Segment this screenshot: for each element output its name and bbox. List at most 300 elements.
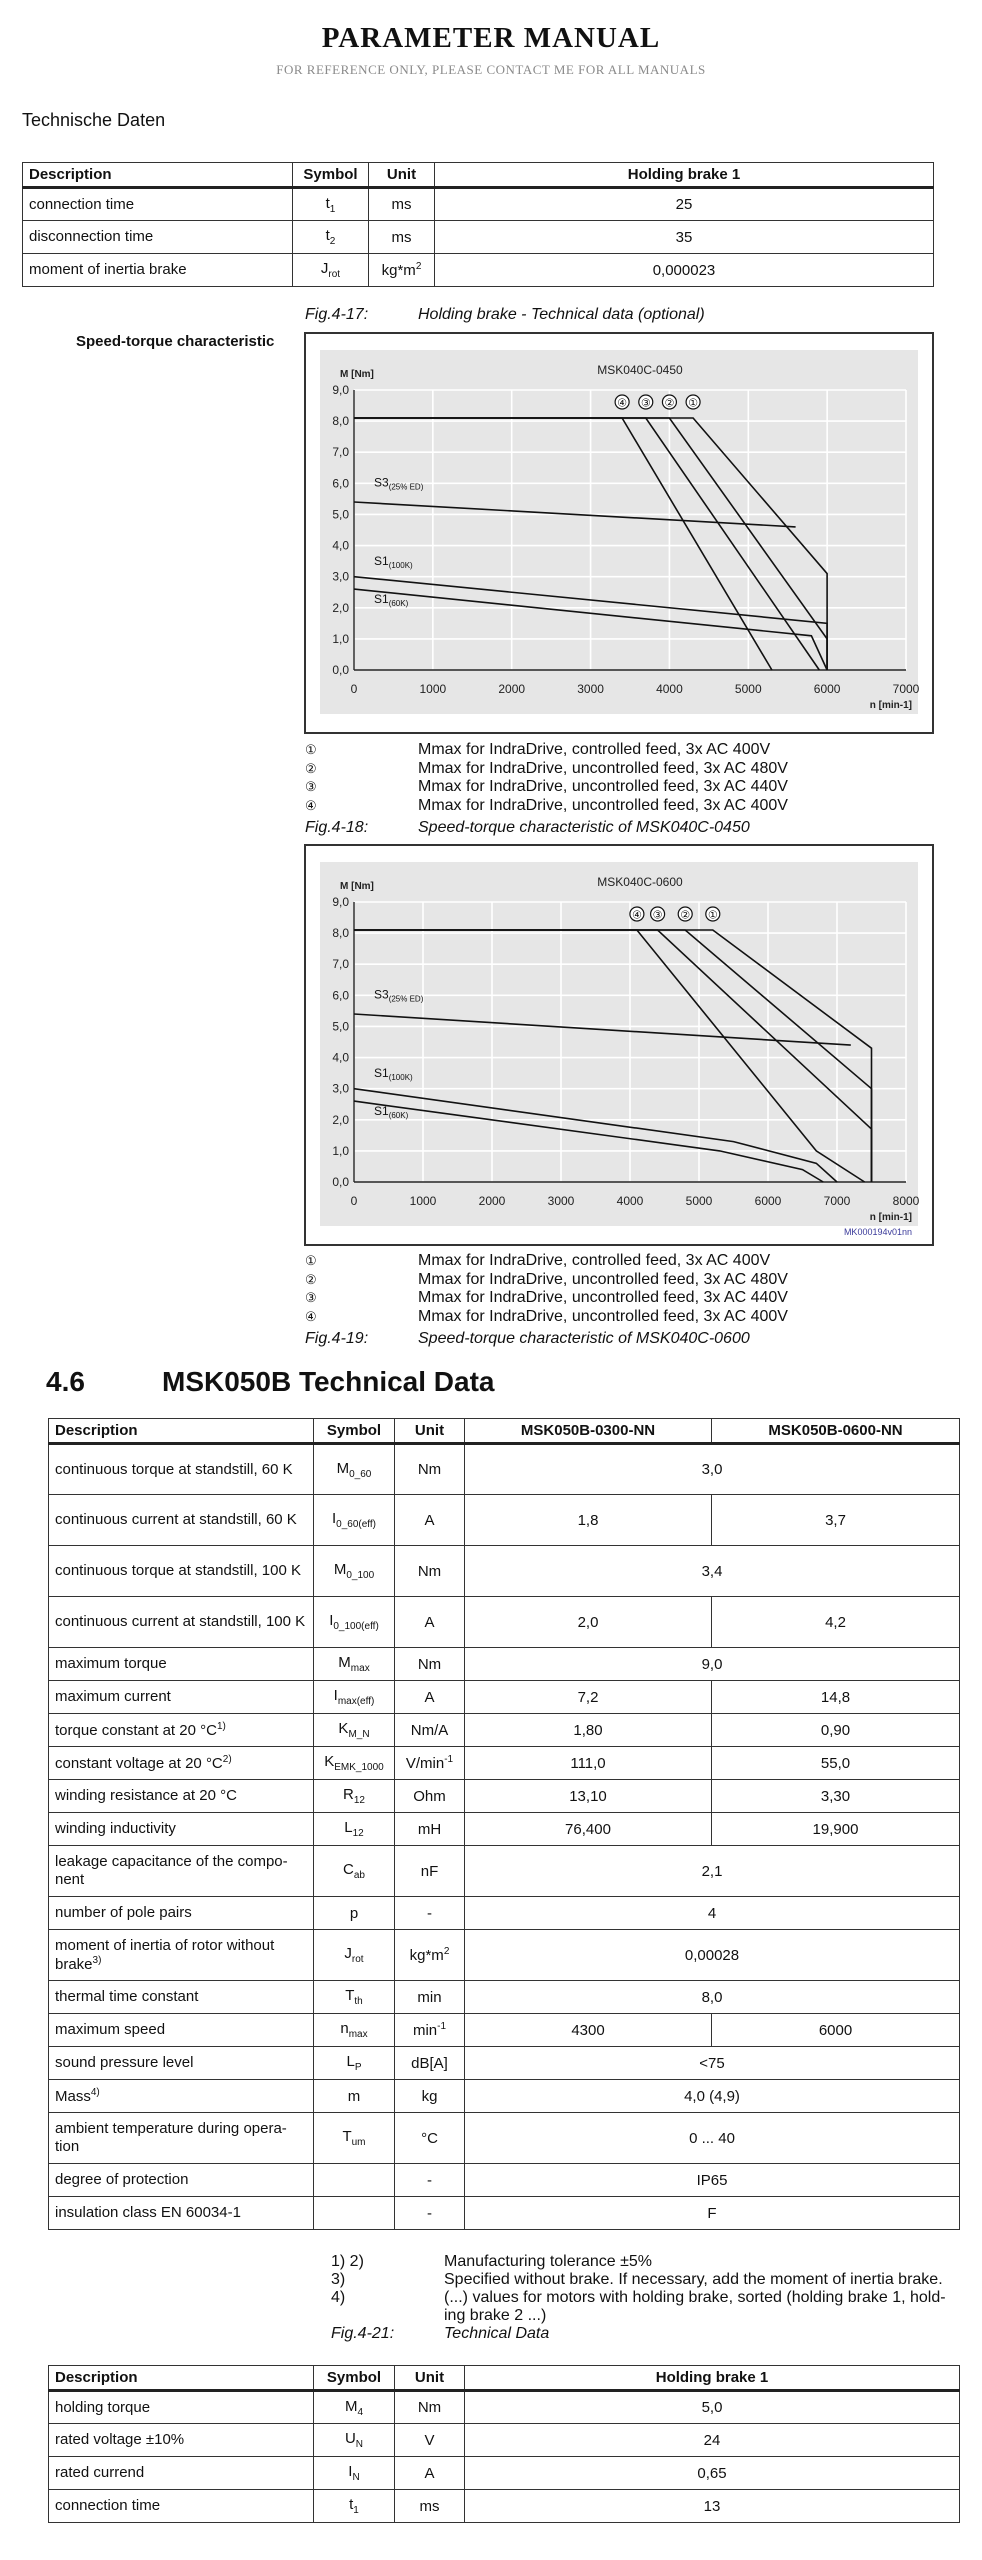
description-text: sound pressure level: [55, 2054, 194, 2071]
symbol-main: I: [329, 1612, 334, 1629]
curve-label-main: S1: [374, 1065, 389, 1080]
row-unit: [395, 1747, 465, 1780]
x-tick-label: 2000: [498, 682, 526, 696]
unit-main: Ohm: [413, 1787, 446, 1805]
curve-label-sub: (100K): [388, 560, 413, 570]
curve-marker: ④: [617, 396, 628, 410]
row-symbol: [314, 1546, 395, 1597]
description-text: leakage capacitance of the compo-nent: [55, 1853, 288, 1888]
table-row: [49, 1444, 960, 1495]
unit-main: nF: [420, 1862, 439, 1880]
unit-main: V/min: [405, 1755, 445, 1772]
header-symbol: Symbol: [314, 2366, 395, 2391]
curve-marker: ②: [664, 396, 675, 410]
unit-main: -: [427, 1904, 432, 1922]
description-text: maximum speed: [55, 2021, 166, 2038]
holding-brake-table-2: [48, 2365, 960, 2523]
legend-item: [305, 760, 788, 779]
y-tick-label: 5,0: [332, 507, 349, 522]
description-text: thermal time constant: [55, 1988, 199, 2005]
row-value-both: 0,00028: [465, 1930, 960, 1981]
row-unit: [395, 2047, 465, 2080]
symbol-subscript: 1: [329, 203, 336, 215]
row-symbol: [314, 1747, 395, 1780]
legend-item: [305, 778, 788, 797]
row-description: [49, 1981, 314, 2014]
row-description: [49, 2080, 314, 2113]
x-tick-label: 0: [350, 682, 358, 696]
row-description: [49, 1546, 314, 1597]
y-tick-label: 2,0: [332, 600, 349, 615]
row-unit: [395, 2014, 465, 2047]
symbol-main: L: [344, 1819, 353, 1836]
row-value-both: 2,1: [465, 1846, 960, 1897]
row-description: [49, 1747, 314, 1780]
legend-marker: ②: [305, 1271, 317, 1287]
symbol-subscript: P: [354, 2062, 362, 2073]
row-description: connection time: [49, 2490, 314, 2523]
symbol-subscript: N: [352, 2472, 360, 2483]
row-symbol: [314, 2014, 395, 2047]
legend-item: [305, 797, 788, 816]
row-unit: [395, 1930, 465, 1981]
symbol-main: M: [336, 1459, 350, 1477]
row-value-0300: 76,400: [465, 1813, 712, 1846]
figure-text: Holding brake - Technical data (optional): [418, 306, 705, 323]
figure-text: Speed-torque characteristic of MSK040C-0600: [418, 1330, 750, 1347]
header-unit: Unit: [395, 1419, 465, 1444]
row-description: rated voltage ±10%: [49, 2424, 314, 2457]
row-unit: [395, 1681, 465, 1714]
row-value-both: 3,0: [465, 1444, 960, 1495]
row-symbol: [314, 1813, 395, 1846]
footnote-key: 3): [331, 2271, 346, 2288]
unit-main: kg: [421, 2087, 438, 2105]
legend-item: [305, 1289, 788, 1308]
symbol-main: T: [345, 1987, 355, 2004]
row-unit: [395, 2113, 465, 2164]
table-row: [49, 2457, 960, 2490]
description-text: continuous torque at standstill, 60 K: [55, 1460, 293, 1478]
x-tick-label: 2000: [478, 1194, 506, 1208]
unit-main: °C: [421, 2129, 438, 2147]
row-unit: [395, 1780, 465, 1813]
figure-caption-4-21: [331, 2325, 549, 2343]
symbol-main: K: [338, 1720, 349, 1737]
row-description: [49, 1714, 314, 1747]
row-symbol: [314, 2164, 395, 2197]
symbol-main: K: [324, 1753, 335, 1770]
row-description: [49, 1681, 314, 1714]
table-row: [49, 2047, 960, 2080]
unit-superscript: 2: [443, 1946, 450, 1957]
row-unit: [395, 1597, 465, 1648]
legend-text: Mmax for IndraDrive, uncontrolled feed, 3x AC 400V: [418, 796, 788, 814]
y-tick-label: 3,0: [332, 569, 349, 584]
row-symbol: [314, 1597, 395, 1648]
table-header-row: [49, 2366, 960, 2391]
symbol-subscript: 2: [329, 236, 336, 247]
symbol-subscript: 0_60(eff): [336, 1519, 376, 1530]
footnote-ref: 1): [216, 1720, 226, 1732]
unit-main: Nm: [417, 1461, 442, 1478]
row-value-0600: 6000: [712, 2014, 960, 2047]
header-description: Description: [49, 2366, 314, 2391]
unit-main: -: [427, 2171, 432, 2189]
curve-marker: ②: [680, 908, 691, 922]
x-tick-label: 7000: [892, 682, 920, 696]
table-row: [49, 2080, 960, 2113]
table-row: [49, 1981, 960, 2014]
row-unit: [395, 2457, 465, 2490]
row-description: [49, 1597, 314, 1648]
row-description: rated currend: [49, 2457, 314, 2490]
x-tick-label: 7000: [823, 1194, 851, 1208]
footnote-text: Manufacturing tolerance ±5%: [444, 2253, 653, 2270]
row-symbol: [314, 1714, 395, 1747]
symbol-main: t: [325, 227, 330, 244]
footnote-ref: 2): [222, 1753, 232, 1765]
description-text: ambient temperature during opera-tion: [55, 2120, 287, 2155]
header-symbol: Symbol: [314, 1419, 395, 1444]
symbol-main: t: [349, 2496, 354, 2513]
row-unit: [395, 2391, 465, 2424]
symbol-main: M: [338, 1654, 351, 1671]
row-description: moment of inertia brake: [23, 254, 293, 287]
chart-msk040c-0450: [304, 332, 934, 734]
legend-text: Mmax for IndraDrive, uncontrolled feed, 3x AC 440V: [418, 778, 788, 795]
footnote-text: (...) values for motors with holding brake, sorted (holding brake 1, hold-ing brake 2 ...): [444, 2289, 946, 2324]
row-description: [49, 1897, 314, 1930]
table-row: [23, 254, 934, 287]
y-tick-label: 6,0: [332, 988, 349, 1003]
table-row: [49, 1495, 960, 1546]
row-value: 24: [465, 2424, 960, 2457]
unit-main: dB[A]: [411, 2054, 448, 2072]
header-description: Description: [23, 163, 293, 188]
description-text: constant voltage at 20 °C: [55, 1754, 223, 1772]
unit-main: V: [424, 2431, 435, 2449]
symbol-subscript: EMK_1000: [334, 1762, 384, 1773]
footnote: [331, 2253, 961, 2271]
footnote-ref: 3): [92, 1954, 102, 1966]
curve-marker: ③: [652, 908, 663, 922]
legend-marker: ④: [305, 1308, 317, 1324]
row-description: [49, 2113, 314, 2164]
y-tick-label: 8,0: [332, 926, 349, 941]
row-unit: [395, 1846, 465, 1897]
unit-main: ms: [391, 228, 412, 246]
symbol-subscript: ab: [353, 1870, 365, 1881]
legend-text: Mmax for IndraDrive, controlled feed, 3x AC 400V: [418, 1252, 771, 1269]
symbol-main: M: [333, 1561, 347, 1578]
unit-main: A: [424, 1688, 435, 1706]
row-description: holding torque: [49, 2391, 314, 2424]
row-symbol: [314, 1930, 395, 1981]
chart-svg: [306, 846, 932, 1244]
row-symbol: [293, 254, 369, 287]
legend-item: [305, 1271, 788, 1290]
header-msk050b-0600: MSK050B-0600-NN: [712, 1419, 960, 1444]
row-unit: [395, 2164, 465, 2197]
symbol-subscript: rot: [351, 1954, 364, 1965]
x-tick-label: 4000: [656, 682, 683, 696]
header-unit: Unit: [395, 2366, 465, 2391]
row-value-both: 9,0: [465, 1648, 960, 1681]
row-description: connection time: [23, 188, 293, 221]
y-tick-label: 6,0: [332, 476, 349, 491]
curve-label-sub: (25% ED): [388, 482, 424, 492]
section-heading-technische-daten: Technische Daten: [22, 110, 166, 130]
row-unit: [395, 1981, 465, 2014]
legend-marker: ①: [305, 1253, 317, 1268]
legend-item: [305, 1252, 788, 1271]
row-value-0600: 3,30: [712, 1780, 960, 1813]
x-tick-label: 0: [350, 1194, 358, 1208]
row-symbol: [314, 1444, 395, 1495]
table-header-row: [49, 1419, 960, 1444]
y-tick-label: 9,0: [332, 895, 349, 909]
legend-text: Mmax for IndraDrive, uncontrolled feed, 3x AC 400V: [418, 1307, 788, 1325]
row-description: disconnection time: [23, 221, 293, 254]
y-tick-label: 4,0: [332, 1050, 349, 1065]
row-symbol: [314, 2197, 395, 2230]
y-tick-label: 7,0: [332, 445, 349, 460]
table-row: [23, 221, 934, 254]
x-tick-label: 4000: [616, 1194, 644, 1208]
row-symbol: [314, 1648, 395, 1681]
row-value-0600: 4,2: [712, 1597, 960, 1648]
figure-number: Fig.4-21:: [331, 2325, 395, 2342]
symbol-subscript: 0_100: [346, 1570, 375, 1581]
row-description: [49, 1648, 314, 1681]
figure-number: Fig.4-18:: [305, 819, 369, 836]
y-tick-label: 4,0: [332, 538, 349, 553]
legend-marker: ①: [305, 742, 317, 757]
description-text: insulation class EN 60034-1: [55, 2204, 241, 2221]
description-text: maximum torque: [55, 1655, 167, 1672]
header-unit: Unit: [369, 163, 435, 188]
row-symbol: [314, 2113, 395, 2164]
symbol-main: t: [325, 194, 330, 212]
row-unit: [395, 2197, 465, 2230]
figure-caption-4-17: [305, 306, 705, 324]
header-description: Description: [49, 1419, 314, 1444]
footnote-ref: 4): [90, 2086, 100, 2098]
row-value-both: 8,0: [465, 1981, 960, 2014]
y-axis-label: M [Nm]: [340, 369, 374, 380]
msk050b-technical-data-table: [48, 1418, 960, 2230]
row-unit: [395, 2490, 465, 2523]
row-unit: [369, 221, 435, 254]
curve-label-main: S3: [374, 475, 389, 490]
table-row: [49, 1648, 960, 1681]
row-symbol: [314, 1495, 395, 1546]
curve-label-sub: (60K): [388, 1111, 409, 1121]
row-symbol: [314, 2424, 395, 2457]
page-subtitle: FOR REFERENCE ONLY, PLEASE CONTACT ME FOR ALL MANUALS: [276, 62, 706, 77]
table-row: [49, 2424, 960, 2457]
row-value: 25: [435, 188, 934, 221]
row-value-0300: 4300: [465, 2014, 712, 2047]
row-symbol: [314, 2047, 395, 2080]
symbol-subscript: N: [355, 2439, 364, 2450]
row-symbol: [314, 2457, 395, 2490]
y-tick-label: 2,0: [332, 1112, 349, 1127]
y-tick-label: 8,0: [332, 414, 349, 429]
row-value-both: <75: [465, 2047, 960, 2080]
row-symbol: [314, 1897, 395, 1930]
row-description: [49, 1930, 314, 1981]
row-symbol: [314, 1681, 395, 1714]
symbol-main: L: [346, 2053, 355, 2070]
symbol-subscript: 12: [353, 1795, 365, 1806]
symbol-subscript: um: [351, 2137, 366, 2148]
row-unit: [395, 1813, 465, 1846]
legend-marker: ③: [305, 1290, 317, 1305]
row-unit: [369, 254, 435, 287]
curve-label-main: S1: [374, 592, 389, 607]
row-description: [49, 1444, 314, 1495]
row-symbol: [314, 2080, 395, 2113]
row-description: [49, 2047, 314, 2080]
curve-marker: ①: [688, 396, 699, 410]
row-value-0300: 7,2: [465, 1681, 712, 1714]
curve-marker: ④: [631, 908, 642, 922]
description-text: winding resistance at 20 °C: [55, 1787, 237, 1804]
y-tick-label: 0,0: [332, 663, 349, 677]
legend-item: [305, 741, 788, 760]
header-holding-brake-1: Holding brake 1: [435, 163, 934, 188]
table-row: [49, 1681, 960, 1714]
table-row: [49, 2197, 960, 2230]
table-header-row: [23, 163, 934, 188]
symbol-main: I: [348, 2463, 353, 2480]
header-msk050b-0300: MSK050B-0300-NN: [465, 1419, 712, 1444]
row-value-0600: 0,90: [712, 1714, 960, 1747]
row-value-0600: 3,7: [712, 1495, 960, 1546]
curve-label-sub: (25% ED): [388, 994, 424, 1004]
symbol-main: U: [344, 2430, 356, 2447]
row-unit: [395, 2424, 465, 2457]
row-unit: [395, 1714, 465, 1747]
x-axis-label: n [min-1]: [869, 1212, 912, 1223]
symbol-main: m: [347, 2087, 361, 2105]
symbol-subscript: rot: [328, 269, 341, 280]
description-text: degree of protection: [55, 2171, 189, 2188]
unit-main: ms: [391, 196, 412, 213]
unit-superscript: -1: [437, 2021, 447, 2032]
row-value-both: 4,0 (4,9): [465, 2080, 960, 2113]
section-number: 4.6: [46, 1366, 85, 1397]
row-symbol: [314, 1780, 395, 1813]
table-row: [49, 1897, 960, 1930]
unit-main: A: [424, 1511, 435, 1529]
symbol-subscript: max: [348, 2029, 368, 2040]
unit-main: kg*m: [381, 262, 416, 279]
row-description: [49, 1846, 314, 1897]
y-axis-label: M [Nm]: [340, 881, 374, 892]
curve-label-main: S3: [374, 987, 389, 1002]
footnote-key: 4): [331, 2289, 346, 2306]
unit-main: Nm: [417, 1562, 442, 1580]
table-row: [49, 1846, 960, 1897]
unit-main: mH: [417, 1820, 442, 1838]
y-tick-label: 3,0: [332, 1081, 349, 1096]
symbol-main: R: [343, 1786, 354, 1803]
row-unit: [395, 2080, 465, 2113]
table-row: [49, 2490, 960, 2523]
x-tick-label: 5000: [685, 1194, 713, 1208]
footnote: [331, 2271, 961, 2289]
row-symbol: [314, 2490, 395, 2523]
description-text: continuous current at standstill, 100 K: [55, 1613, 306, 1630]
unit-main: ms: [419, 2497, 440, 2515]
row-value: 13: [465, 2490, 960, 2523]
chart-legend-1: [305, 741, 788, 815]
row-description: [49, 2197, 314, 2230]
unit-main: kg*m: [409, 1947, 444, 1964]
x-tick-label: 3000: [547, 1194, 575, 1208]
y-tick-label: 0,0: [332, 1175, 349, 1189]
unit-main: A: [424, 2464, 435, 2482]
description-text: maximum current: [55, 1688, 171, 1705]
row-unit: [395, 1897, 465, 1930]
unit-main: -: [427, 2204, 432, 2222]
curve-label-sub: (100K): [388, 1072, 413, 1082]
table-row: [49, 1813, 960, 1846]
x-tick-label: 1000: [419, 682, 447, 696]
symbol-main: I: [331, 1510, 337, 1527]
row-description: [49, 1813, 314, 1846]
symbol-main: J: [344, 1945, 352, 1962]
x-tick-label: 6000: [754, 1194, 782, 1208]
symbol-subscript: 0_60: [349, 1468, 372, 1480]
symbol-main: J: [320, 260, 329, 277]
unit-main: Nm/A: [410, 1721, 449, 1739]
curve-marker: ①: [707, 908, 718, 922]
table-row: [49, 1747, 960, 1780]
row-value-0300: 1,80: [465, 1714, 712, 1747]
description-text: number of pole pairs: [55, 1904, 192, 1921]
legend-text: Mmax for IndraDrive, uncontrolled feed, 3x AC 440V: [418, 1289, 788, 1306]
legend-marker: ④: [305, 797, 317, 813]
symbol-subscript: 4: [357, 2406, 364, 2418]
description-text: continuous torque at standstill, 100 K: [55, 1562, 301, 1579]
symbol-subscript: 0_100(eff): [333, 1621, 379, 1632]
table-row: [49, 2014, 960, 2047]
figure-number: Fig.4-19:: [305, 1330, 369, 1347]
legend-marker: ②: [305, 760, 317, 776]
y-tick-label: 1,0: [332, 631, 349, 646]
footnotes: [331, 2253, 961, 2325]
footnote-text: Specified without brake. If necessary, add the moment of inertia brake.: [444, 2271, 943, 2288]
row-symbol: [293, 221, 369, 254]
chart-msk040c-0600: [304, 844, 934, 1246]
row-unit: [369, 188, 435, 221]
y-tick-label: 1,0: [332, 1143, 349, 1158]
row-symbol: [314, 2391, 395, 2424]
footnote: [331, 2289, 961, 2325]
figure-text: Technical Data: [444, 2325, 550, 2342]
x-axis-label: n [min-1]: [869, 700, 912, 711]
symbol-subscript: M_N: [348, 1729, 370, 1740]
figure-caption-4-19: [305, 1330, 750, 1348]
description-text: winding inductivity: [55, 1820, 176, 1837]
table-row: [49, 1930, 960, 1981]
unit-main: min: [417, 1988, 442, 2006]
row-unit: [395, 1546, 465, 1597]
